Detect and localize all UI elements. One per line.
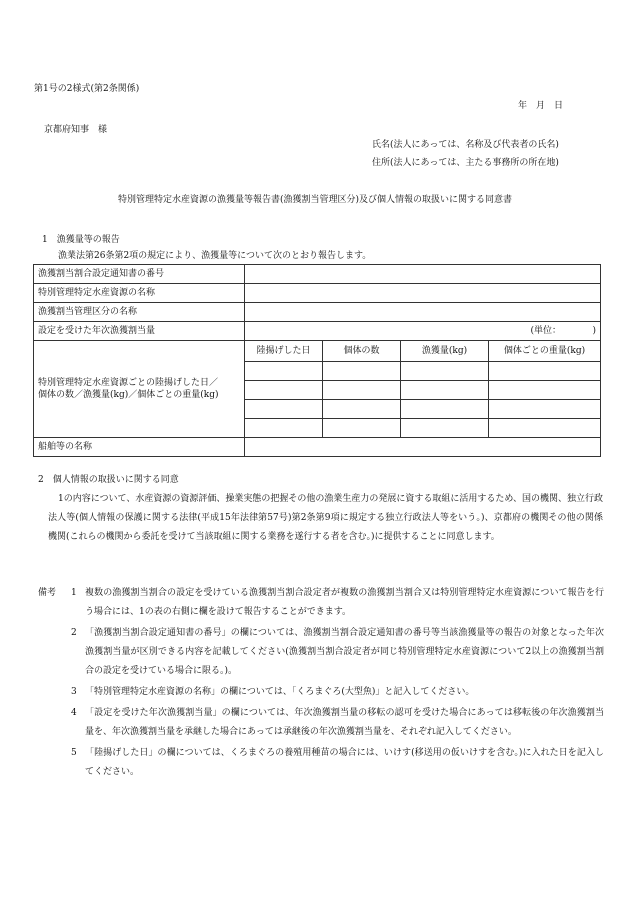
section2-heading: 2 個人情報の取扱いに関する同意 — [38, 475, 179, 485]
table-row — [34, 438, 601, 457]
weight-cell[interactable] — [489, 362, 601, 381]
notice-number-label: 漁獲割当割合設定通知書の番号 — [34, 265, 245, 284]
col-count: 個体の数 — [323, 341, 401, 362]
management-area-field[interactable] — [245, 303, 601, 322]
weight-cell[interactable] — [489, 419, 601, 438]
count-cell[interactable] — [323, 362, 401, 381]
note-item — [38, 744, 604, 782]
landing-date-cell[interactable] — [245, 381, 323, 400]
notes-header: 備考 — [38, 588, 57, 598]
note-item — [38, 624, 604, 681]
weight-cell[interactable] — [489, 381, 601, 400]
note-number: 5 — [71, 748, 77, 758]
weight-cell[interactable] — [489, 400, 601, 419]
table-row — [34, 265, 601, 284]
note-text: 「漁獲割当割合設定通知書の番号」の欄については、漁獲割当割合設定通知書の番号等当該漁獲量等の報告の対象となった年次漁獲割当量が区別できる内容を記載してください(漁獲割当割合設定者が同じ特別管理特定水産資源について2以上の漁獲割当割合の設定を受けている場合に限る。)。 — [85, 628, 604, 676]
note-text: 「特別管理特定水産資源の名称」の欄については、「くろまぐろ(大型魚)」と記入してください。 — [85, 687, 475, 697]
landing-date-cell[interactable] — [245, 400, 323, 419]
catch-cell[interactable] — [401, 400, 489, 419]
landing-info-label-line1: 特別管理特定水産資源ごとの陸揚げした日／ — [38, 377, 219, 388]
note-item — [38, 683, 604, 702]
catch-cell[interactable] — [401, 362, 489, 381]
vessel-name-field[interactable] — [245, 438, 601, 457]
landing-info-label — [34, 341, 245, 438]
count-cell[interactable] — [323, 381, 401, 400]
table-row — [34, 341, 601, 362]
count-cell[interactable] — [323, 419, 401, 438]
notice-number-field[interactable] — [245, 265, 601, 284]
resource-name-field[interactable] — [245, 284, 601, 303]
report-table — [33, 264, 601, 457]
table-row — [34, 303, 601, 322]
consent-text: 1の内容について、水産資源の資源評価、操業実態の把握その他の漁業生産力の発展に資する取組に活用するため、国の機関、独立行政法人等(個人情報の保護に関する法律(平成15年法律第57号)第2条第9項に規定する独立行政法人等をいう。)、京都府の機関その他の関係機関(これらの機関から委託を受けて当該取組に関する業務を遂行する者を含む。)に提供することに同意します。 — [48, 494, 604, 542]
notes-section — [38, 584, 604, 784]
note-text: 複数の漁獲割当割合の設定を受けている漁獲割当割合設定者が複数の漁獲割当割合又は特別管理特定水産資源について報告を行う場合には、1の表の右側に欄を設けて報告することができます。 — [85, 588, 604, 617]
landing-date-cell[interactable] — [245, 362, 323, 381]
col-landing-date: 陸揚げした日 — [245, 341, 323, 362]
vessel-name-label: 船舶等の名称 — [34, 438, 245, 457]
applicant-name-label: 氏名(法人にあっては、名称及び代表者の氏名) — [372, 140, 559, 150]
table-row — [34, 322, 601, 341]
note-item — [38, 704, 604, 742]
count-cell[interactable] — [323, 400, 401, 419]
resource-name-label: 特別管理特定水産資源の名称 — [34, 284, 245, 303]
note-text: 「設定を受けた年次漁獲割当量」の欄については、年次漁獲割当量の移転の認可を受けた場合にあっては移転後の年次漁獲割当量を、年次漁獲割当量を承継した場合にあっては承継後の年次漁獲割当量を、それぞれ記入してください。 — [85, 708, 604, 737]
catch-cell[interactable] — [401, 419, 489, 438]
applicant-address-label: 住所(法人にあっては、主たる事務所の所在地) — [372, 158, 559, 168]
note-number: 4 — [71, 708, 77, 718]
note-number: 1 — [71, 588, 77, 598]
landing-date-cell[interactable] — [245, 419, 323, 438]
col-catch: 漁獲量(kg) — [401, 341, 489, 362]
table-row — [34, 284, 601, 303]
landing-info-label-line2: 個体の数／漁獲量(kg)／個体ごとの重量(kg) — [38, 390, 219, 400]
annual-quota-label: 設定を受けた年次漁獲割当量 — [34, 322, 245, 341]
document-title: 特別管理特定水産資源の漁獲量等報告書(漁獲割当管理区分)及び個人情報の取扱いに関する同意書 — [117, 195, 513, 205]
section1-intro: 漁業法第26条第2項の規定により、漁獲量等について次のとおり報告します。 — [58, 251, 372, 261]
date-line: 年 月 日 — [518, 101, 564, 111]
form-number: 第1号の2様式(第2条関係) — [34, 84, 140, 94]
col-weight: 個体ごとの重量(kg) — [489, 341, 601, 362]
annual-quota-field[interactable] — [245, 322, 601, 341]
note-text: 「陸揚げした日」の欄については、くろまぐろの養殖用種苗の場合には、いけす(移送用の仮いけすを含む。)に入れた日を記入してください。 — [85, 748, 604, 777]
note-number: 2 — [71, 628, 77, 638]
management-area-label: 漁獲割当管理区分の名称 — [34, 303, 245, 322]
catch-cell[interactable] — [401, 381, 489, 400]
note-item — [38, 584, 604, 622]
addressee: 京都府知事 様 — [44, 125, 108, 135]
section1-heading: 1 漁獲量等の報告 — [42, 235, 120, 245]
unit-label: (単位： ) — [530, 325, 596, 336]
note-number: 3 — [71, 687, 77, 697]
